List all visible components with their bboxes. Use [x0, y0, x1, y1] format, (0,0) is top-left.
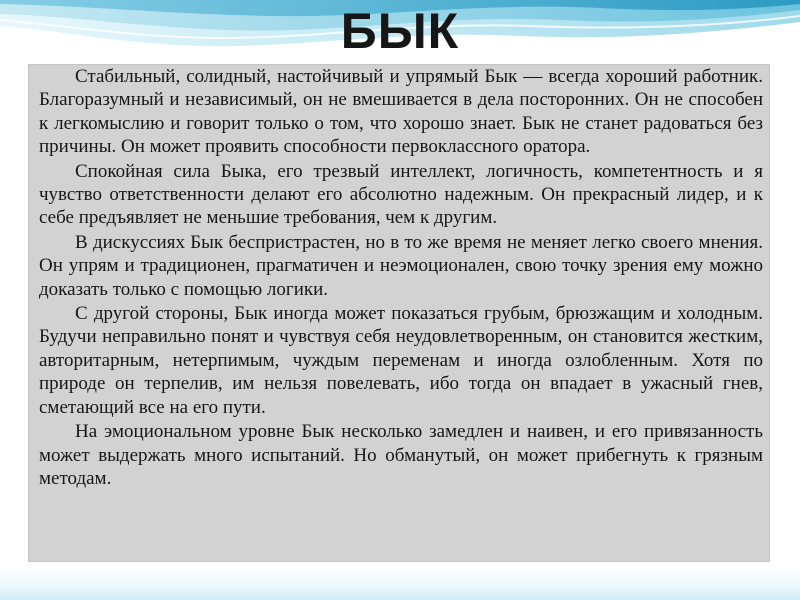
content-panel: [28, 64, 770, 562]
bottom-tint: [0, 560, 800, 600]
paragraph-3: В дискуссиях Бык беспристрастен, но в то же время не меняет легко своего мнения. Он упрям и традиционен, прагматичен и неэмоционален, свою точку зрения ему можно доказать только с помощью логики.: [39, 231, 763, 300]
paragraph-2: Спокойная сила Быка, его трезвый интеллект, логичность, компетентность и я чувство ответственности делают его абсолютно надежным. Он прекрасный лидер, и к себе предъявляет не меньшие требования, чем к другим.: [39, 160, 763, 229]
slide-title: БЫК: [340, 3, 460, 59]
paragraph-4: С другой стороны, Бык иногда может показаться грубым, брюзжащим и холодным. Будучи неправильно понят и чувствуя себя неудовлетворенным, он становится жестким, авторитарным, нетерпимым, чуждым переменам и иногда озлобленным. Хотя по природе он терпелив, им нельзя повелевать, ибо тогда он впадает в ужасный гнев, сметающий все на его пути.: [39, 303, 763, 418]
paragraph-5: На эмоциональном уровне Бык несколько замедлен и наивен, и его привязанность может выдержать много испытаний. Но обманутый, он может прибегнуть к грязным методам.: [39, 421, 763, 489]
paragraph-1: Стабильный, солидный, настойчивый и упрямый Бык — всегда хороший работник. Благоразумный и независимый, он не вмешивается в дела посторонних. Он не способен к легкомыслию и говорит только о том, что хорошо знает. Бык не станет радоваться без причины. Он может проявить способности первоклассного оратора.: [39, 66, 763, 158]
